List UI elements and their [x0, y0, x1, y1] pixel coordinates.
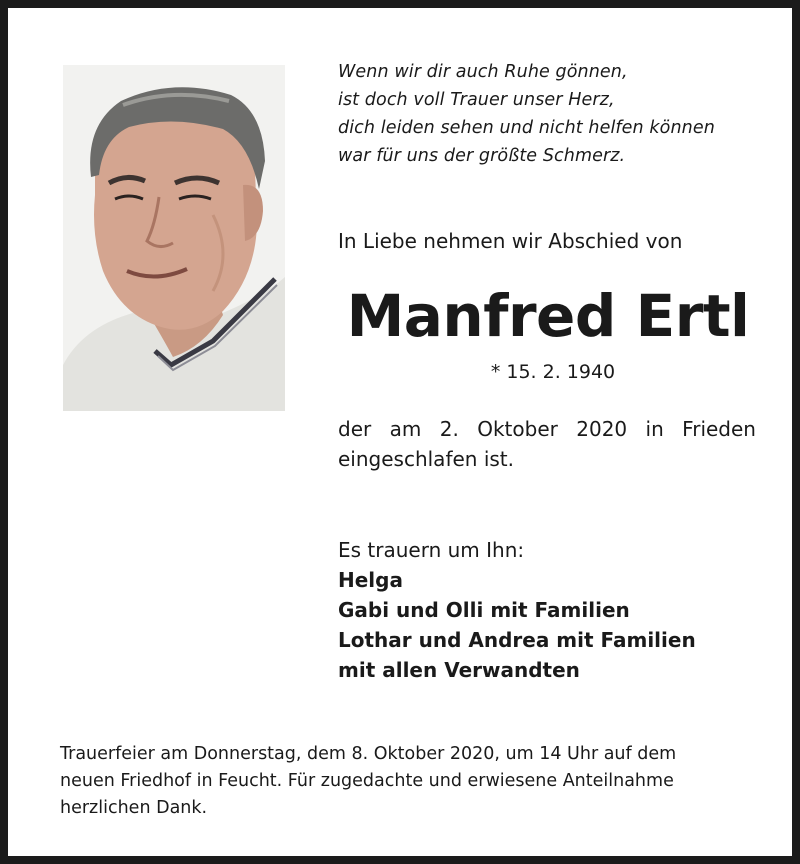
deceased-name: Manfred Ertl: [346, 282, 750, 350]
footer-line: herzlichen Dank.: [60, 798, 208, 818]
poem-line: ist doch voll Trauer unser Herz,: [338, 90, 615, 110]
poem-line: dich leiden sehen und nicht helfen können: [338, 118, 715, 138]
mourners-heading: Es trauern um Ihn:: [338, 538, 525, 562]
funeral-info: [60, 741, 760, 822]
mourner-name: Gabi und Olli mit Familien: [338, 598, 630, 622]
mourner-name: mit allen Verwandten: [338, 658, 580, 682]
mourner-name: Helga: [338, 568, 403, 592]
footer-line: neuen Friedhof in Feucht. Für zugedachte und erwiesene Anteilnahme: [60, 771, 674, 791]
mourners-block: [338, 535, 696, 685]
poem-line: Wenn wir dir auch Ruhe gönnen,: [338, 62, 628, 82]
birth-date: * 15. 2. 1940: [490, 361, 616, 383]
death-notice: der am 2. Oktober 2020 in Frieden eingeschlafen ist.: [338, 417, 756, 471]
footer-line: Trauerfeier am Donnerstag, dem 8. Oktober 2020, um 14 Uhr auf dem: [60, 744, 677, 764]
mourner-name: Lothar und Andrea mit Familien: [338, 628, 696, 652]
portrait-photo: [63, 65, 285, 411]
poem-line: war für uns der größte Schmerz.: [338, 146, 626, 166]
farewell-intro: In Liebe nehmen wir Abschied von: [338, 229, 683, 253]
memorial-poem: [338, 58, 778, 170]
